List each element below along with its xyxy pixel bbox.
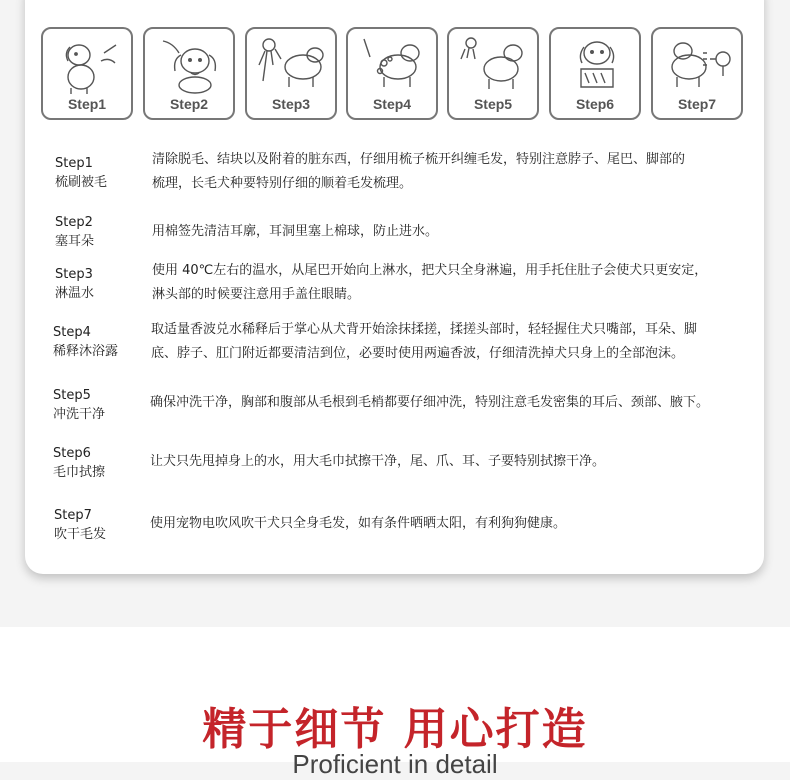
dog-shower-icon	[253, 33, 331, 95]
step7-label-cn: 吹干毛发	[54, 527, 107, 542]
step2-desc-line1: 用棉签先清洁耳廓，耳洞里塞上棉球，防止进水。	[152, 224, 439, 239]
step1-tile-label: Step1	[67, 96, 107, 112]
step6-label-en: Step6	[53, 446, 91, 461]
section-subtitle: Proficient in detail	[292, 749, 498, 779]
step3-tile-label: Step3	[271, 96, 311, 112]
step3-label-cn: 淋温水	[55, 286, 95, 301]
step7-description	[150, 512, 745, 536]
step3-description	[152, 259, 747, 307]
section-title: 精于细节 用心打造	[202, 704, 588, 755]
step4-desc-line2: 底、脖子、肛门附近都要清洁到位，必要时使用两遍香波，仔细清洗掉犬只身上的全部泡沫。	[151, 346, 685, 361]
dog-blow-dry-icon	[659, 33, 737, 95]
detail-section	[0, 627, 790, 779]
step1-tile	[41, 27, 133, 120]
step5-label-en: Step5	[53, 388, 91, 403]
step3-label-en: Step3	[55, 267, 93, 282]
step6-desc-line1: 让犬只先甩掉身上的水，用大毛巾拭擦干净，尾、爪、耳、子要特别拭擦干净。	[150, 454, 606, 469]
step2-description	[152, 220, 747, 244]
step6-label-cn: 毛巾拭擦	[53, 465, 106, 480]
step4-label-en: Step4	[53, 325, 91, 340]
step2-tile	[143, 27, 235, 120]
dog-brushing-icon	[49, 33, 127, 95]
step7-label-en: Step7	[54, 508, 92, 523]
step7-label	[54, 506, 106, 544]
step1-label-en: Step1	[55, 156, 93, 171]
step4-label	[53, 323, 118, 361]
step1-label	[55, 154, 107, 192]
dog-rinse-icon	[455, 33, 533, 95]
step5-tile	[447, 27, 539, 120]
step6-tile	[549, 27, 641, 120]
step6-label	[53, 444, 105, 482]
step3-desc-line1: 使用 40℃左右的温水，从尾巴开始向上淋水，把犬只全身淋遍，用手托住肚子会使犬只更安定，	[152, 263, 708, 278]
dog-shampoo-icon	[354, 33, 432, 95]
step5-label	[53, 386, 105, 424]
step-illustrations	[41, 27, 751, 127]
step3-tile	[245, 27, 337, 120]
step3-desc-line2: 淋头部的时候要注意用手盖住眼睛。	[152, 287, 361, 302]
step6-description	[150, 450, 745, 474]
dog-ear-plug-icon	[151, 33, 229, 95]
step2-tile-label: Step2	[169, 96, 209, 112]
step4-description	[151, 318, 746, 366]
step2-label	[55, 213, 94, 251]
step4-label-cn: 稀释沐浴露	[53, 344, 119, 359]
step1-desc-line2: 梳理，长毛犬种要特别仔细的顺着毛发梳理。	[152, 176, 413, 191]
step7-tile	[651, 27, 743, 120]
step1-desc-line1: 清除脱毛、结块以及附着的脏东西，仔细用梳子梳开纠缠毛发，特别注意脖子、尾巴、脚部的	[152, 152, 686, 167]
step2-label-cn: 塞耳朵	[55, 234, 95, 249]
step1-label-cn: 梳刷被毛	[55, 175, 108, 190]
step4-desc-line1: 取适量香波兑水稀释后于掌心从犬背开始涂抹揉搓，揉搓头部时，轻轻握住犬只嘴部，耳朵、脚	[151, 322, 698, 337]
step5-label-cn: 冲洗干净	[53, 407, 106, 422]
step1-description	[152, 148, 747, 196]
step2-label-en: Step2	[55, 215, 93, 230]
step7-tile-label: Step7	[677, 96, 717, 112]
step5-description	[150, 391, 745, 415]
step5-desc-line1: 确保冲洗干净，胸部和腹部从毛根到毛梢都要仔细冲洗，特别注意毛发密集的耳后、颈部、腋下。	[150, 395, 710, 410]
step3-label	[55, 265, 94, 303]
step7-desc-line1: 使用宠物电吹风吹干犬只全身毛发，如有条件晒晒太阳，有利狗狗健康。	[150, 516, 567, 531]
step6-tile-label: Step6	[575, 96, 615, 112]
step5-tile-label: Step5	[473, 96, 513, 112]
dog-towel-icon	[557, 33, 635, 95]
step4-tile-label: Step4	[372, 96, 412, 112]
step4-tile	[346, 27, 438, 120]
